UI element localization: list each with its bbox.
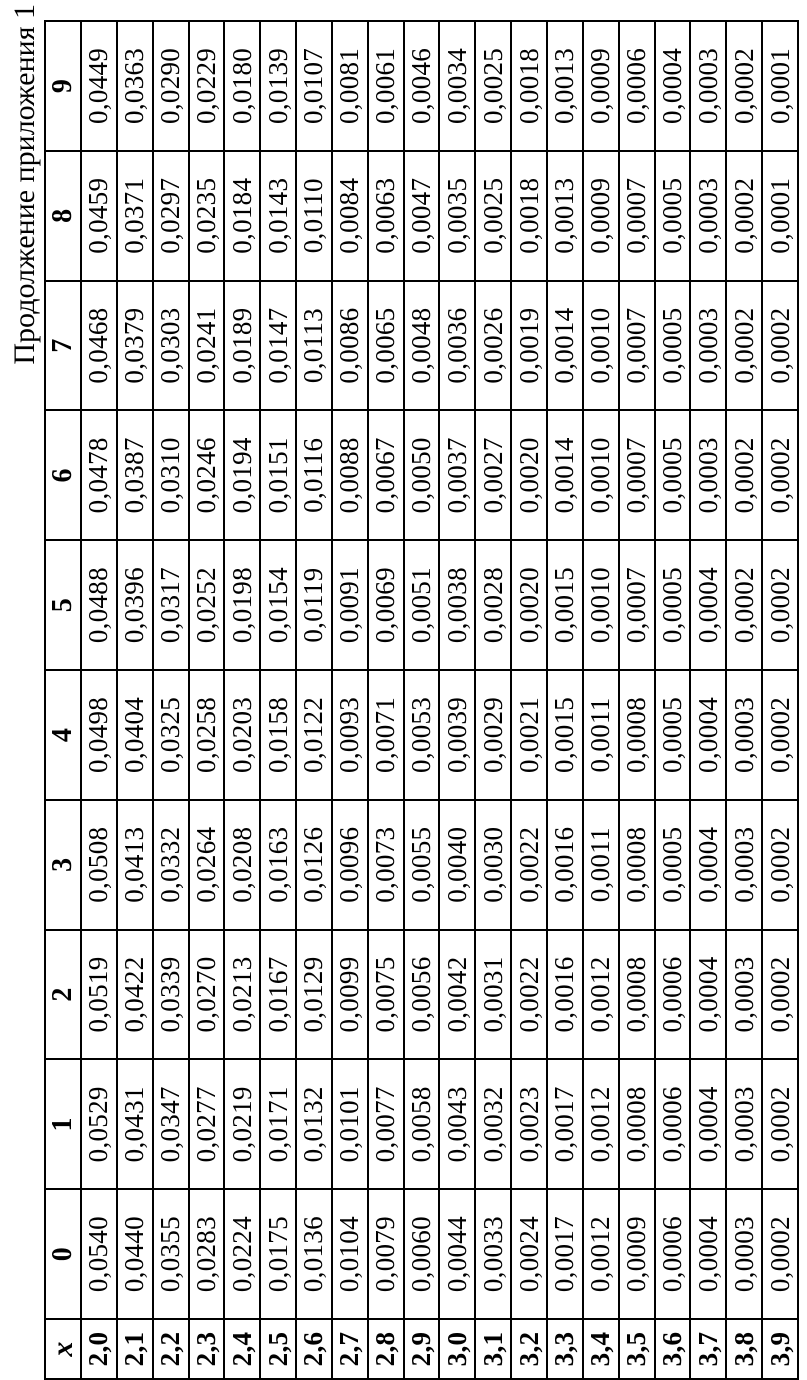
table-cell: 0,0003 [726,800,762,930]
table-cell: 0,0006 [655,1059,691,1189]
table-cell: 0,0024 [511,1189,547,1319]
table-cell: 0,0035 [439,151,475,281]
table-cell: 0,0002 [726,281,762,411]
table-cell: 0,0007 [619,151,655,281]
table-cell: 0,0025 [475,21,511,151]
table-cell: 0,0069 [368,540,404,670]
column-header: 5 [45,540,81,670]
row-x-cell: 3,6 [655,1319,691,1379]
table-cell: 0,0004 [655,21,691,151]
table-cell: 0,0006 [655,930,691,1060]
table-cell: 0,0003 [690,151,726,281]
table-row [117,21,153,1379]
table-cell: 0,0005 [655,540,691,670]
table-cell: 0,0347 [153,1059,189,1189]
row-x-cell: 3,8 [726,1319,762,1379]
table-cell: 0,0034 [439,21,475,151]
table-header-row [45,21,81,1379]
table-cell: 0,0198 [224,540,260,670]
table-cell: 0,0310 [153,410,189,540]
table-cell: 0,0073 [368,800,404,930]
table-cell: 0,0077 [368,1059,404,1189]
table-cell: 0,0037 [439,410,475,540]
table-cell: 0,0096 [332,800,368,930]
table-cell: 0,0006 [619,21,655,151]
column-header-x: x [45,1319,81,1379]
table-cell: 0,0002 [762,670,798,800]
table-cell: 0,0194 [224,410,260,540]
table-cell: 0,0005 [655,410,691,540]
table-cell: 0,0449 [81,21,117,151]
table-cell: 0,0158 [260,670,296,800]
row-x-cell: 2,7 [332,1319,368,1379]
table-cell: 0,0303 [153,281,189,411]
table-row [583,21,619,1379]
table-cell: 0,0154 [260,540,296,670]
table-cell: 0,0008 [619,670,655,800]
table-cell: 0,0002 [762,1059,798,1189]
table-cell: 0,0004 [690,1189,726,1319]
table-cell: 0,0014 [547,410,583,540]
table-cell: 0,0050 [404,410,440,540]
table-cell: 0,0004 [690,540,726,670]
table-cell: 0,0325 [153,670,189,800]
table-cell: 0,0459 [81,151,117,281]
table-cell: 0,0081 [332,21,368,151]
table-cell: 0,0290 [153,21,189,151]
row-x-cell: 3,4 [583,1319,619,1379]
table-cell: 0,0012 [583,930,619,1060]
column-header: 1 [45,1059,81,1189]
table-cell: 0,0010 [583,281,619,411]
table-cell: 0,0229 [189,21,225,151]
row-x-cell: 3,7 [690,1319,726,1379]
table-row [762,21,798,1379]
table-cell: 0,0013 [547,151,583,281]
table-row [690,21,726,1379]
table-cell: 0,0012 [583,1189,619,1319]
table-cell: 0,0213 [224,930,260,1060]
column-header: 8 [45,151,81,281]
table-cell: 0,0005 [655,281,691,411]
table-cell: 0,0151 [260,410,296,540]
table-cell: 0,0017 [547,1189,583,1319]
table-cell: 0,0122 [296,670,332,800]
table-cell: 0,0010 [583,410,619,540]
table-cell: 0,0027 [475,410,511,540]
table-cell: 0,0110 [296,151,332,281]
table-cell: 0,0252 [189,540,225,670]
table-cell: 0,0046 [404,21,440,151]
table-cell: 0,0371 [117,151,153,281]
table-cell: 0,0013 [547,21,583,151]
table-row [726,21,762,1379]
table-cell: 0,0002 [762,1189,798,1319]
table-cell: 0,0519 [81,930,117,1060]
table-cell: 0,0003 [726,1059,762,1189]
table-cell: 0,0003 [726,930,762,1060]
table-cell: 0,0016 [547,800,583,930]
table-cell: 0,0003 [726,670,762,800]
table-cell: 0,0048 [404,281,440,411]
table-row [224,21,260,1379]
table-cell: 0,0061 [368,21,404,151]
table-cell: 0,0033 [475,1189,511,1319]
table-cell: 0,0001 [762,151,798,281]
table-cell: 0,0010 [583,540,619,670]
table-cell: 0,0025 [475,151,511,281]
table-cell: 0,0093 [332,670,368,800]
table-cell: 0,0119 [296,540,332,670]
table-cell: 0,0009 [583,151,619,281]
table-cell: 0,0258 [189,670,225,800]
table-cell: 0,0043 [439,1059,475,1189]
table-row [547,21,583,1379]
table-cell: 0,0008 [619,1059,655,1189]
table-cell: 0,0143 [260,151,296,281]
table-cell: 0,0051 [404,540,440,670]
table-cell: 0,0005 [655,151,691,281]
values-table [44,20,799,1380]
table-cell: 0,0015 [547,540,583,670]
table-cell: 0,0047 [404,151,440,281]
table-cell: 0,0020 [511,410,547,540]
table-cell: 0,0079 [368,1189,404,1319]
table-cell: 0,0060 [404,1189,440,1319]
table-cell: 0,0067 [368,410,404,540]
table-cell: 0,0101 [332,1059,368,1189]
column-header: 9 [45,21,81,151]
table-cell: 0,0002 [726,21,762,151]
table-cell: 0,0529 [81,1059,117,1189]
row-x-cell: 3,3 [547,1319,583,1379]
row-x-cell: 2,3 [189,1319,225,1379]
table-row [619,21,655,1379]
table-cell: 0,0018 [511,21,547,151]
table-row [153,21,189,1379]
table-cell: 0,0032 [475,1059,511,1189]
table-cell: 0,0003 [726,1189,762,1319]
table-cell: 0,0086 [332,281,368,411]
table-cell: 0,0387 [117,410,153,540]
table-cell: 0,0126 [296,800,332,930]
table-cell: 0,0018 [511,151,547,281]
table-cell: 0,0055 [404,800,440,930]
table-cell: 0,0063 [368,151,404,281]
row-x-cell: 3,9 [762,1319,798,1379]
table-cell: 0,0113 [296,281,332,411]
table-cell: 0,0071 [368,670,404,800]
row-x-cell: 2,4 [224,1319,260,1379]
table-cell: 0,0053 [404,670,440,800]
page-caption: Продолжение приложения 1 [8,4,41,365]
table-cell: 0,0022 [511,800,547,930]
table-cell: 0,0003 [690,21,726,151]
table-cell: 0,0422 [117,930,153,1060]
table-cell: 0,0498 [81,670,117,800]
table-cell: 0,0029 [475,670,511,800]
table-row [296,21,332,1379]
table-cell: 0,0104 [332,1189,368,1319]
table-cell: 0,0004 [690,800,726,930]
column-header: 3 [45,800,81,930]
table-cell: 0,0478 [81,410,117,540]
table-cell: 0,0031 [475,930,511,1060]
table-cell: 0,0116 [296,410,332,540]
column-header: 2 [45,930,81,1060]
table-cell: 0,0363 [117,21,153,151]
table-cell: 0,0002 [726,540,762,670]
row-x-cell: 3,5 [619,1319,655,1379]
table-cell: 0,0139 [260,21,296,151]
table-cell: 0,0099 [332,930,368,1060]
table-cell: 0,0008 [619,930,655,1060]
table-cell: 0,0022 [511,930,547,1060]
table-cell: 0,0277 [189,1059,225,1189]
table-cell: 0,0007 [619,540,655,670]
table-cell: 0,0042 [439,930,475,1060]
row-x-cell: 2,8 [368,1319,404,1379]
table-cell: 0,0001 [762,21,798,151]
table-cell: 0,0044 [439,1189,475,1319]
table-cell: 0,0488 [81,540,117,670]
table-cell: 0,0235 [189,151,225,281]
row-x-cell: 2,6 [296,1319,332,1379]
table-cell: 0,0004 [690,670,726,800]
table-cell: 0,0004 [690,1059,726,1189]
table-cell: 0,0167 [260,930,296,1060]
table-cell: 0,0355 [153,1189,189,1319]
row-x-cell: 3,1 [475,1319,511,1379]
table-row [475,21,511,1379]
table-cell: 0,0431 [117,1059,153,1189]
table-cell: 0,0021 [511,670,547,800]
table-cell: 0,0540 [81,1189,117,1319]
table-cell: 0,0038 [439,540,475,670]
table-cell: 0,0224 [224,1189,260,1319]
table-cell: 0,0002 [762,800,798,930]
table-cell: 0,0023 [511,1059,547,1189]
table-row [404,21,440,1379]
table-cell: 0,0009 [583,21,619,151]
table-cell: 0,0297 [153,151,189,281]
table-cell: 0,0014 [547,281,583,411]
table-cell: 0,0132 [296,1059,332,1189]
table-cell: 0,0163 [260,800,296,930]
table-cell: 0,0208 [224,800,260,930]
column-header: 7 [45,281,81,411]
table-cell: 0,0026 [475,281,511,411]
table-row [655,21,691,1379]
table-cell: 0,0270 [189,930,225,1060]
column-header: 6 [45,410,81,540]
row-x-cell: 2,5 [260,1319,296,1379]
table-cell: 0,0004 [690,930,726,1060]
table-cell: 0,0002 [762,930,798,1060]
table-row [81,21,117,1379]
table-cell: 0,0147 [260,281,296,411]
column-header: 0 [45,1189,81,1319]
table-cell: 0,0379 [117,281,153,411]
table-cell: 0,0002 [762,410,798,540]
table-row [439,21,475,1379]
table-cell: 0,0030 [475,800,511,930]
table-row [260,21,296,1379]
table-cell: 0,0283 [189,1189,225,1319]
table-cell: 0,0011 [583,800,619,930]
table-body [81,21,798,1379]
table-cell: 0,0011 [583,670,619,800]
table-cell: 0,0040 [439,800,475,930]
row-x-cell: 2,2 [153,1319,189,1379]
table-row [332,21,368,1379]
table-cell: 0,0404 [117,670,153,800]
table-cell: 0,0012 [583,1059,619,1189]
table-cell: 0,0028 [475,540,511,670]
table-cell: 0,0468 [81,281,117,411]
table-cell: 0,0171 [260,1059,296,1189]
table-row [189,21,225,1379]
table-cell: 0,0039 [439,670,475,800]
table-cell: 0,0006 [655,1189,691,1319]
table-cell: 0,0091 [332,540,368,670]
table-cell: 0,0005 [655,670,691,800]
table-cell: 0,0107 [296,21,332,151]
table-cell: 0,0007 [619,410,655,540]
row-x-cell: 2,9 [404,1319,440,1379]
table-cell: 0,0056 [404,930,440,1060]
table-row [511,21,547,1379]
table-cell: 0,0016 [547,930,583,1060]
table-cell: 0,0036 [439,281,475,411]
table-cell: 0,0136 [296,1189,332,1319]
table-cell: 0,0058 [404,1059,440,1189]
table-cell: 0,0396 [117,540,153,670]
table-cell: 0,0203 [224,670,260,800]
table-cell: 0,0015 [547,670,583,800]
table-cell: 0,0219 [224,1059,260,1189]
table-cell: 0,0339 [153,930,189,1060]
table-cell: 0,0007 [619,281,655,411]
table-cell: 0,0413 [117,800,153,930]
table-cell: 0,0017 [547,1059,583,1189]
table-row [368,21,404,1379]
table-cell: 0,0241 [189,281,225,411]
table-cell: 0,0084 [332,151,368,281]
table-cell: 0,0065 [368,281,404,411]
table-cell: 0,0002 [762,540,798,670]
table-cell: 0,0189 [224,281,260,411]
table-cell: 0,0175 [260,1189,296,1319]
row-x-cell: 3,2 [511,1319,547,1379]
table-cell: 0,0008 [619,800,655,930]
table-cell: 0,0508 [81,800,117,930]
table-cell: 0,0184 [224,151,260,281]
column-header: 4 [45,670,81,800]
table-cell: 0,0332 [153,800,189,930]
table-cell: 0,0180 [224,21,260,151]
table-cell: 0,0129 [296,930,332,1060]
table-cell: 0,0003 [690,281,726,411]
table-cell: 0,0264 [189,800,225,930]
row-x-cell: 2,0 [81,1319,117,1379]
table-cell: 0,0317 [153,540,189,670]
table-cell: 0,0246 [189,410,225,540]
table-cell: 0,0005 [655,800,691,930]
table-cell: 0,0009 [619,1189,655,1319]
table-cell: 0,0002 [762,281,798,411]
table-cell: 0,0002 [726,410,762,540]
table-cell: 0,0003 [690,410,726,540]
table-cell: 0,0088 [332,410,368,540]
row-x-cell: 3,0 [439,1319,475,1379]
table-cell: 0,0020 [511,540,547,670]
table-cell: 0,0019 [511,281,547,411]
table-cell: 0,0002 [726,151,762,281]
row-x-cell: 2,1 [117,1319,153,1379]
table-cell: 0,0075 [368,930,404,1060]
table-cell: 0,0440 [117,1189,153,1319]
